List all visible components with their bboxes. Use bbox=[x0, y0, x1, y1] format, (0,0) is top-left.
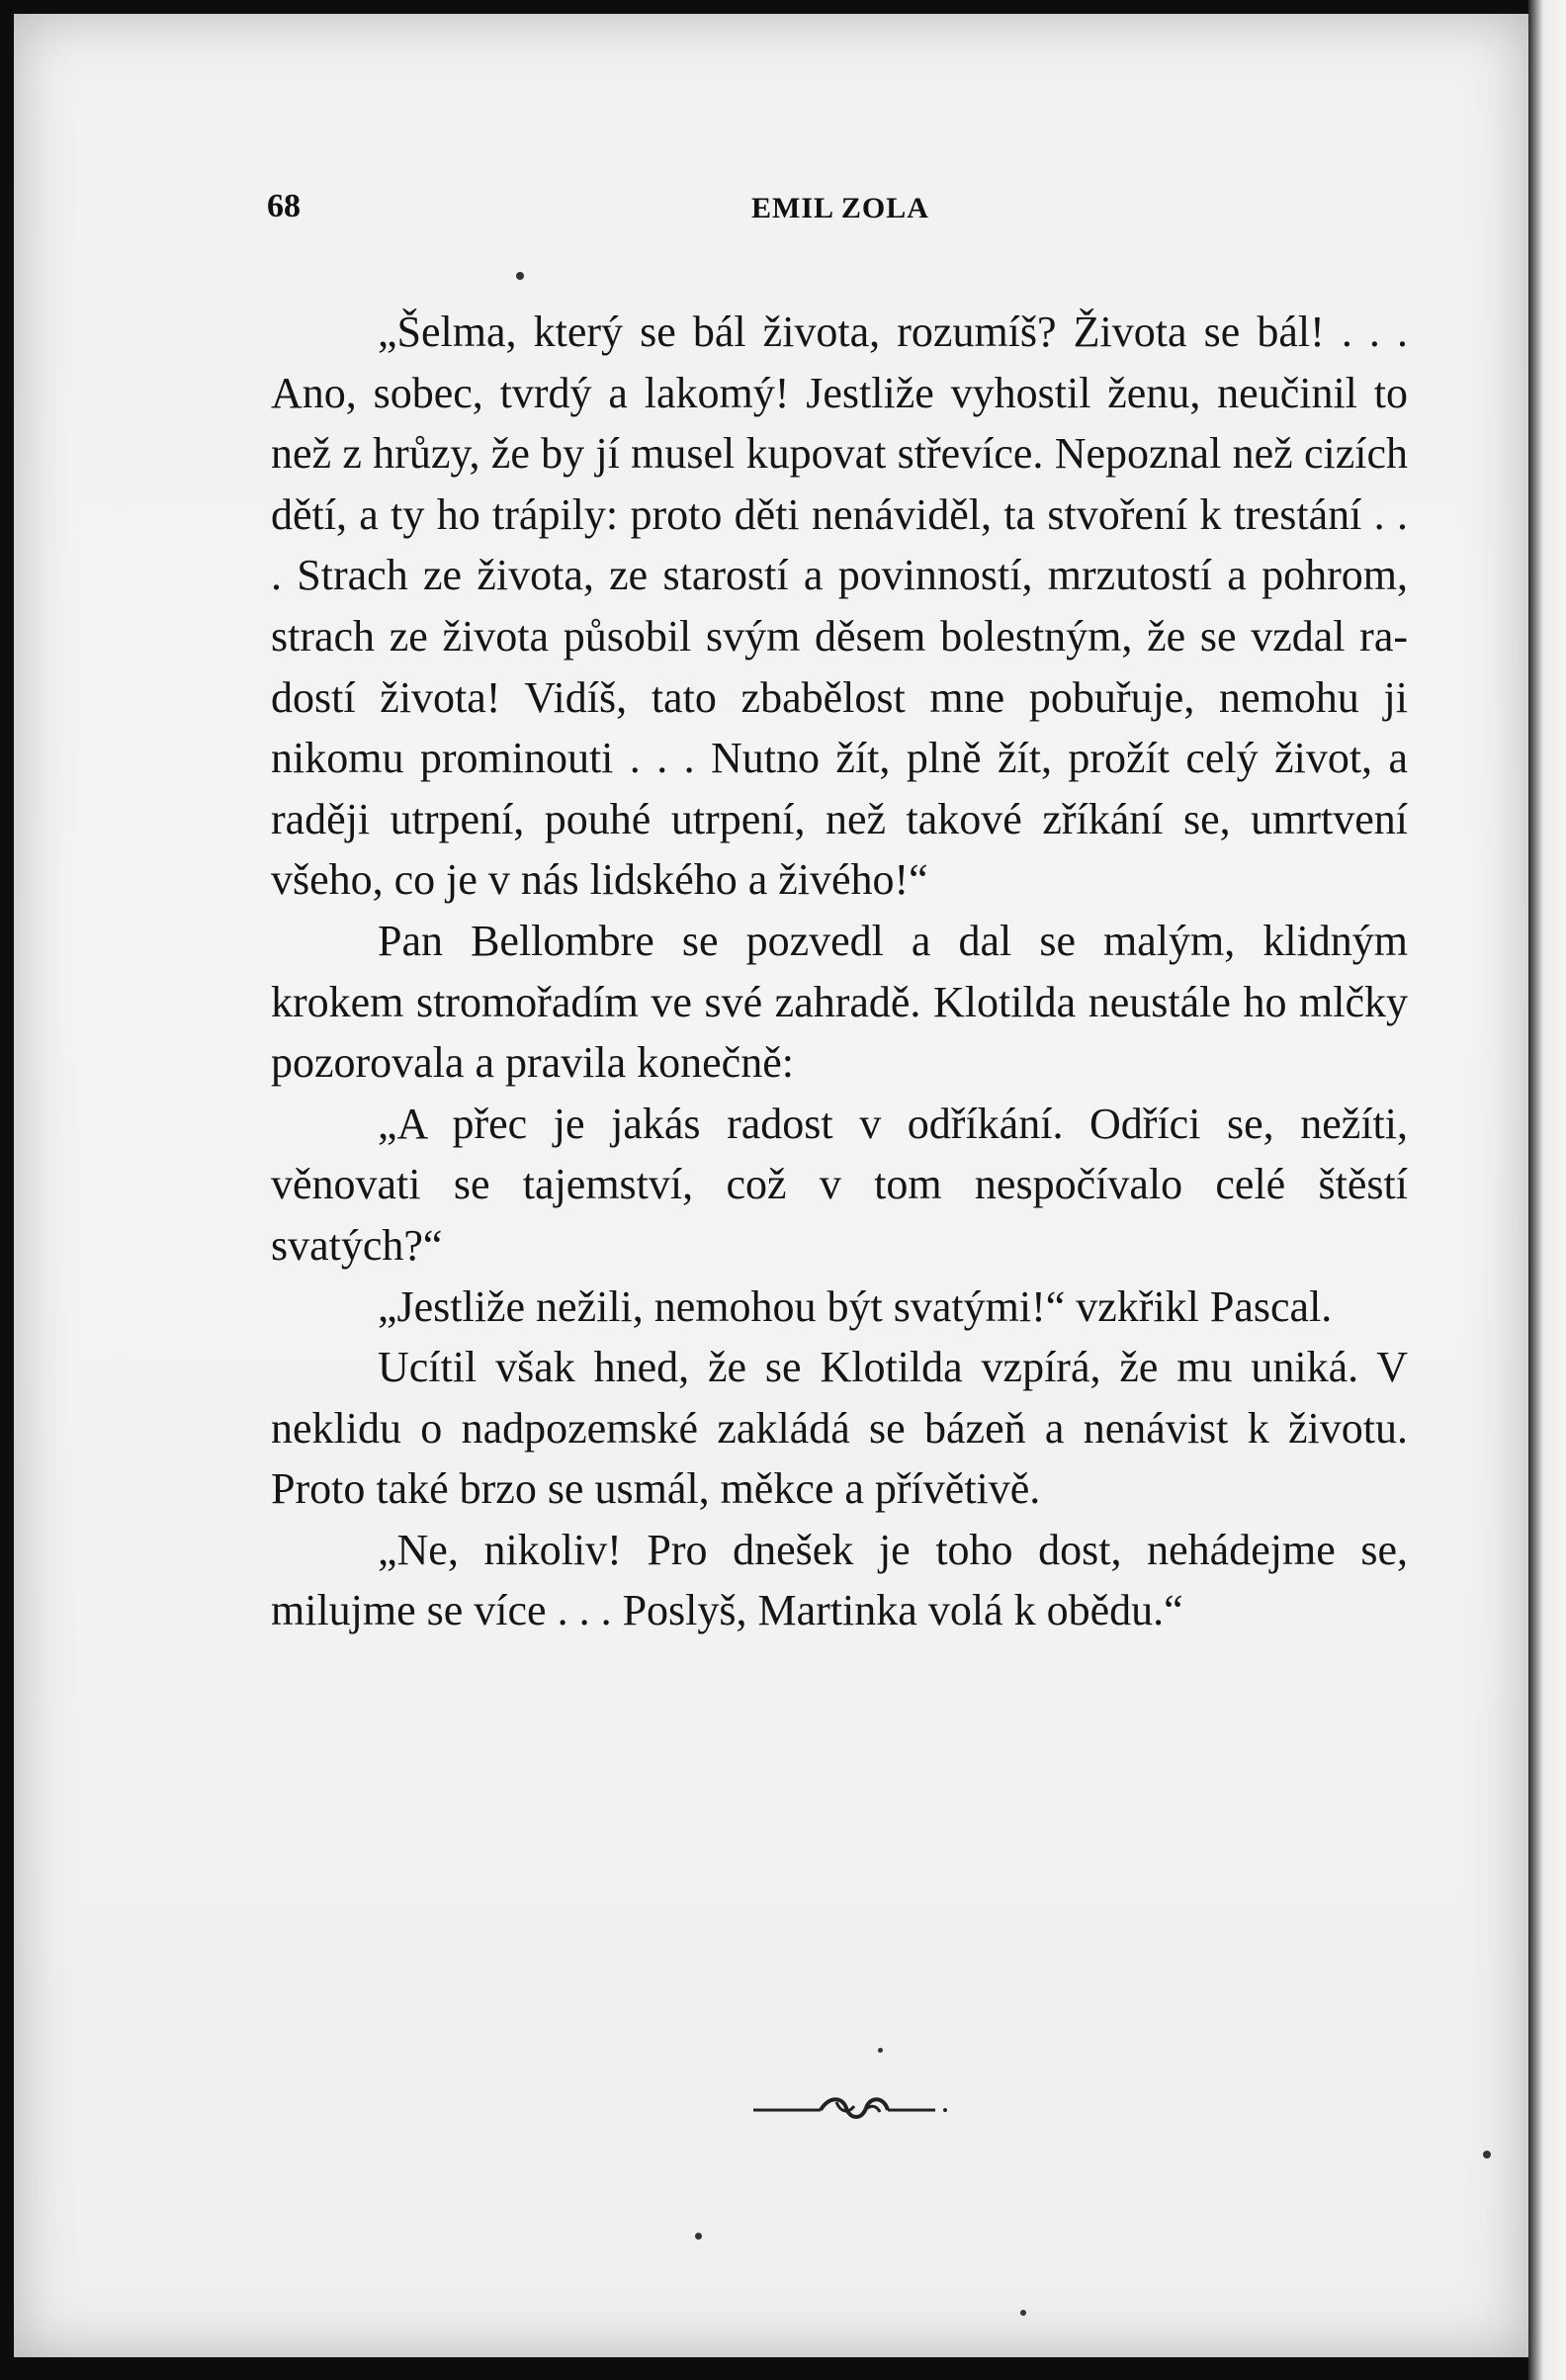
scan-speck bbox=[878, 2048, 883, 2053]
paragraph: „Jestliže nežili, nemohou být svatými!“ vzkřikl Pascal. bbox=[378, 1281, 1333, 1331]
paragraph: „Šelma, který se bál života, rozumíš? Života se bál! . . . Ano, sobec, tvrdý a lakomý! Jestliže vyhostil ženu, neučinil to než z hrůzy, že by jí musel kupovat střevíce. Nepoznal než cizích dětí, a ty ho trápily: proto děti nenáviděl, ta stvoření k trestání . . . Strach ze života, ze starostí a povinností, mrzutostí a pohrom, strach ze života působil svým děsem bolestným, že se vzdal radostí života! Vidíš, tato zbabělost mne pobuřuje, nemohu ji nikomu prominouti . . . Nutno žít, plně žít, prožít celý život, a raději utrpení, pouhé utrpení, než takové zříkání se, umrtvení všeho, co je v nás lidského a živého!“ bbox=[271, 308, 1408, 905]
paragraph: Pan Bellombre se pozvedl a dal se malým, klidným krokem stromořadím ve své zahradě. Klotilda neustále ho mlčky pozorovala a pravila konečně: bbox=[271, 916, 1408, 1088]
scan-speck bbox=[516, 272, 524, 280]
paragraph: Ucítil však hned, že se Klotilda vzpírá, že mu uniká. V neklidu o nadpozemské zakládá se bázeň a nenávist k životu. Proto také brzo se usmál, měkce a přívětivě. bbox=[271, 1343, 1408, 1514]
paragraph: „A přec je jakás radost v odříkání. Odříci se, nežíti, věnovati se tajemství, což v tom nespočívalo celé štěstí svatých?“ bbox=[271, 1099, 1408, 1270]
paragraph: „Ne, nikoliv! Pro dnešek je toho dost, nehádejme se, milujme se více . . . Poslyš, Martinka volá k obědu.“ bbox=[271, 1525, 1408, 1635]
page-header bbox=[267, 188, 1414, 237]
page-edge bbox=[1528, 0, 1566, 2380]
flourish-ornament-icon bbox=[751, 2088, 959, 2128]
page-body bbox=[271, 302, 1408, 1641]
scan-speck bbox=[695, 2233, 702, 2240]
page-number: 68 bbox=[267, 188, 301, 224]
scan-speck bbox=[1020, 2310, 1026, 2316]
scan-speck bbox=[1483, 2151, 1491, 2159]
running-head: EMIL ZOLA bbox=[751, 192, 929, 224]
